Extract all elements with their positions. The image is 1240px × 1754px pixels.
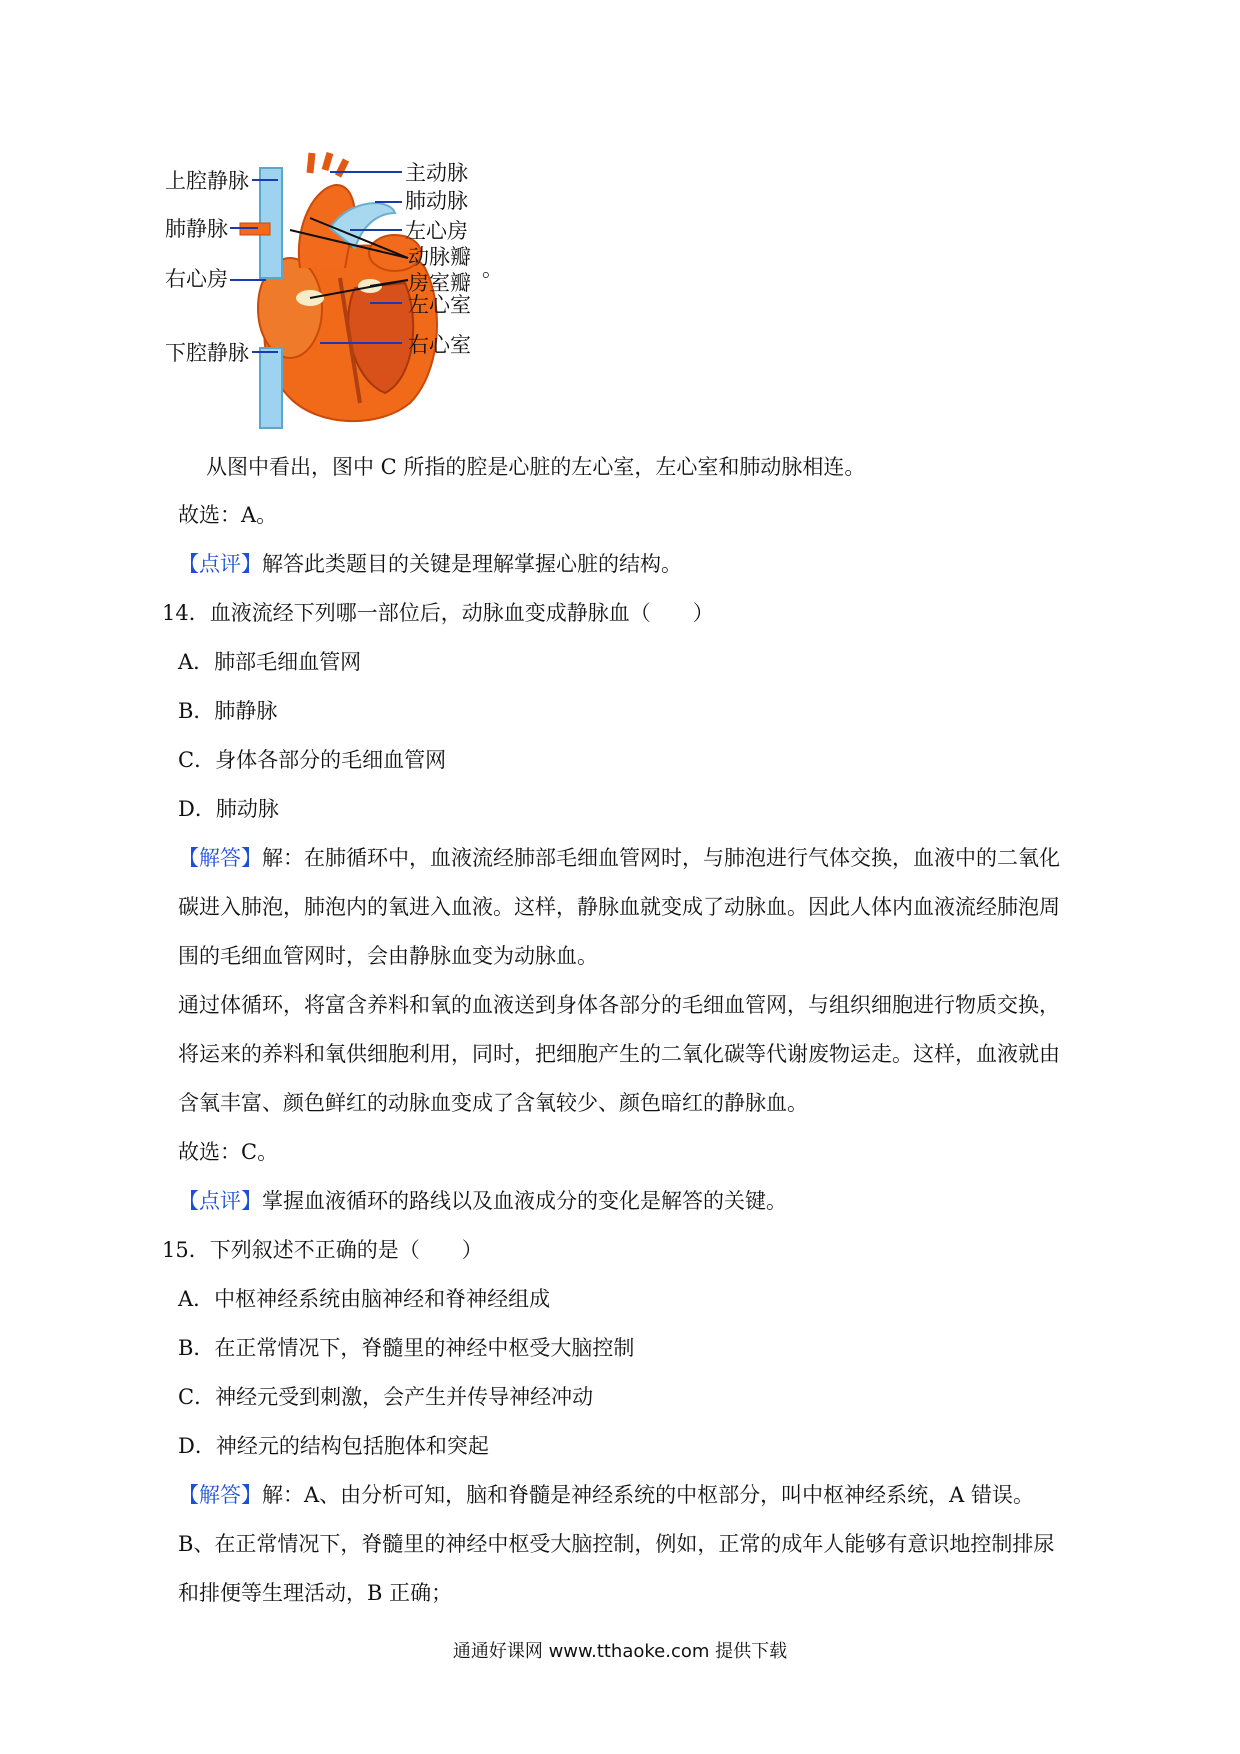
q14-solution-line-5: 将运来的养料和氧供细胞利用，同时，把细胞产生的二氧化碳等代谢废物运走。这样，血液就由 bbox=[178, 1042, 1060, 1066]
comment-tag: 【点评】 bbox=[178, 552, 262, 576]
q14-solution-line-2: 碳进入肺泡，肺泡内的氧进入血液。这样，静脉血就变成了动脉血。因此人体内血液流经肺泡周 bbox=[178, 895, 1060, 919]
trailing-period: 。 bbox=[482, 257, 503, 281]
q13-answer: 故选：A。 bbox=[178, 503, 278, 527]
solution-tag: 【解答】 bbox=[178, 1483, 262, 1507]
q15-stem: 15．下列叙述不正确的是（ ） bbox=[162, 1238, 483, 1262]
q15-solution-line-3: 和排便等生理活动，B 正确； bbox=[178, 1581, 453, 1605]
q14-answer: 故选：C。 bbox=[178, 1140, 279, 1164]
q14-option-a: A．肺部毛细血管网 bbox=[178, 650, 362, 674]
q14-solution-line-1 bbox=[178, 843, 1060, 873]
label-pulmonary-artery: 肺动脉 bbox=[405, 189, 468, 213]
q14-comment bbox=[178, 1186, 787, 1216]
q14-option-c: C．身体各部分的毛细血管网 bbox=[178, 748, 447, 772]
solution-text: 解：A、由分析可知，脑和脊髓是神经系统的中枢部分，叫中枢神经系统，A 错误。 bbox=[262, 1483, 1035, 1507]
page-footer: 通通好课网 www.tthaoke.com 提供下载 bbox=[452, 1641, 788, 1662]
comment-text: 掌握血液循环的路线以及血液成分的变化是解答的关键。 bbox=[262, 1189, 787, 1213]
q14-solution-line-4: 通过体循环，将富含养料和氧的血液送到身体各部分的毛细血管网，与组织细胞进行物质交换， bbox=[178, 993, 1060, 1017]
label-left-ventricle: 左心室 bbox=[408, 293, 471, 317]
label-superior-vena-cava: 上腔静脉 bbox=[165, 169, 249, 193]
q15-option-d: D．神经元的结构包括胞体和突起 bbox=[178, 1434, 489, 1458]
solution-text: 解：在肺循环中，血液流经肺部毛细血管网时，与肺泡进行气体交换，血液中的二氧化 bbox=[262, 846, 1060, 870]
q14-solution-line-6: 含氧丰富、颜色鲜红的动脉血变成了含氧较少、颜色暗红的静脉血。 bbox=[178, 1091, 808, 1115]
label-inferior-vena-cava: 下腔静脉 bbox=[165, 341, 249, 365]
q14-stem: 14．血液流经下列哪一部位后，动脉血变成静脉血（ ） bbox=[162, 601, 714, 625]
q13-comment bbox=[178, 549, 682, 579]
q14-option-d: D．肺动脉 bbox=[178, 797, 279, 821]
label-av-valve: 房室瓣 bbox=[408, 271, 471, 295]
q14-solution-line-3: 围的毛细血管网时，会由静脉血变为动脉血。 bbox=[178, 944, 598, 968]
label-right-atrium: 右心房 bbox=[165, 267, 228, 291]
comment-text: 解答此类题目的关键是理解掌握心脏的结构。 bbox=[262, 552, 682, 576]
label-left-atrium: 左心房 bbox=[405, 219, 468, 243]
label-right-ventricle: 右心室 bbox=[408, 333, 471, 357]
label-aorta: 主动脉 bbox=[405, 161, 468, 185]
q14-option-b: B．肺静脉 bbox=[178, 699, 278, 723]
heart-illustration bbox=[165, 158, 580, 428]
heart-diagram bbox=[165, 158, 580, 428]
q15-solution-line-2: B、在正常情况下，脊髓里的神经中枢受大脑控制，例如，正常的成年人能够有意识地控制排尿 bbox=[178, 1532, 1055, 1556]
q15-solution-line-1 bbox=[178, 1480, 1034, 1510]
solution-tag: 【解答】 bbox=[178, 846, 262, 870]
q13-explanation: 从图中看出，图中 C 所指的腔是心脏的左心室，左心室和肺动脉相连。 bbox=[206, 455, 866, 479]
q15-option-c: C．神经元受到刺激，会产生并传导神经冲动 bbox=[178, 1385, 594, 1409]
label-arterial-valve: 动脉瓣 bbox=[408, 245, 471, 269]
q15-option-a: A．中枢神经系统由脑神经和脊神经组成 bbox=[178, 1287, 551, 1311]
comment-tag: 【点评】 bbox=[178, 1189, 262, 1213]
label-pulmonary-vein: 肺静脉 bbox=[165, 217, 228, 241]
q15-option-b: B．在正常情况下，脊髓里的神经中枢受大脑控制 bbox=[178, 1336, 635, 1360]
